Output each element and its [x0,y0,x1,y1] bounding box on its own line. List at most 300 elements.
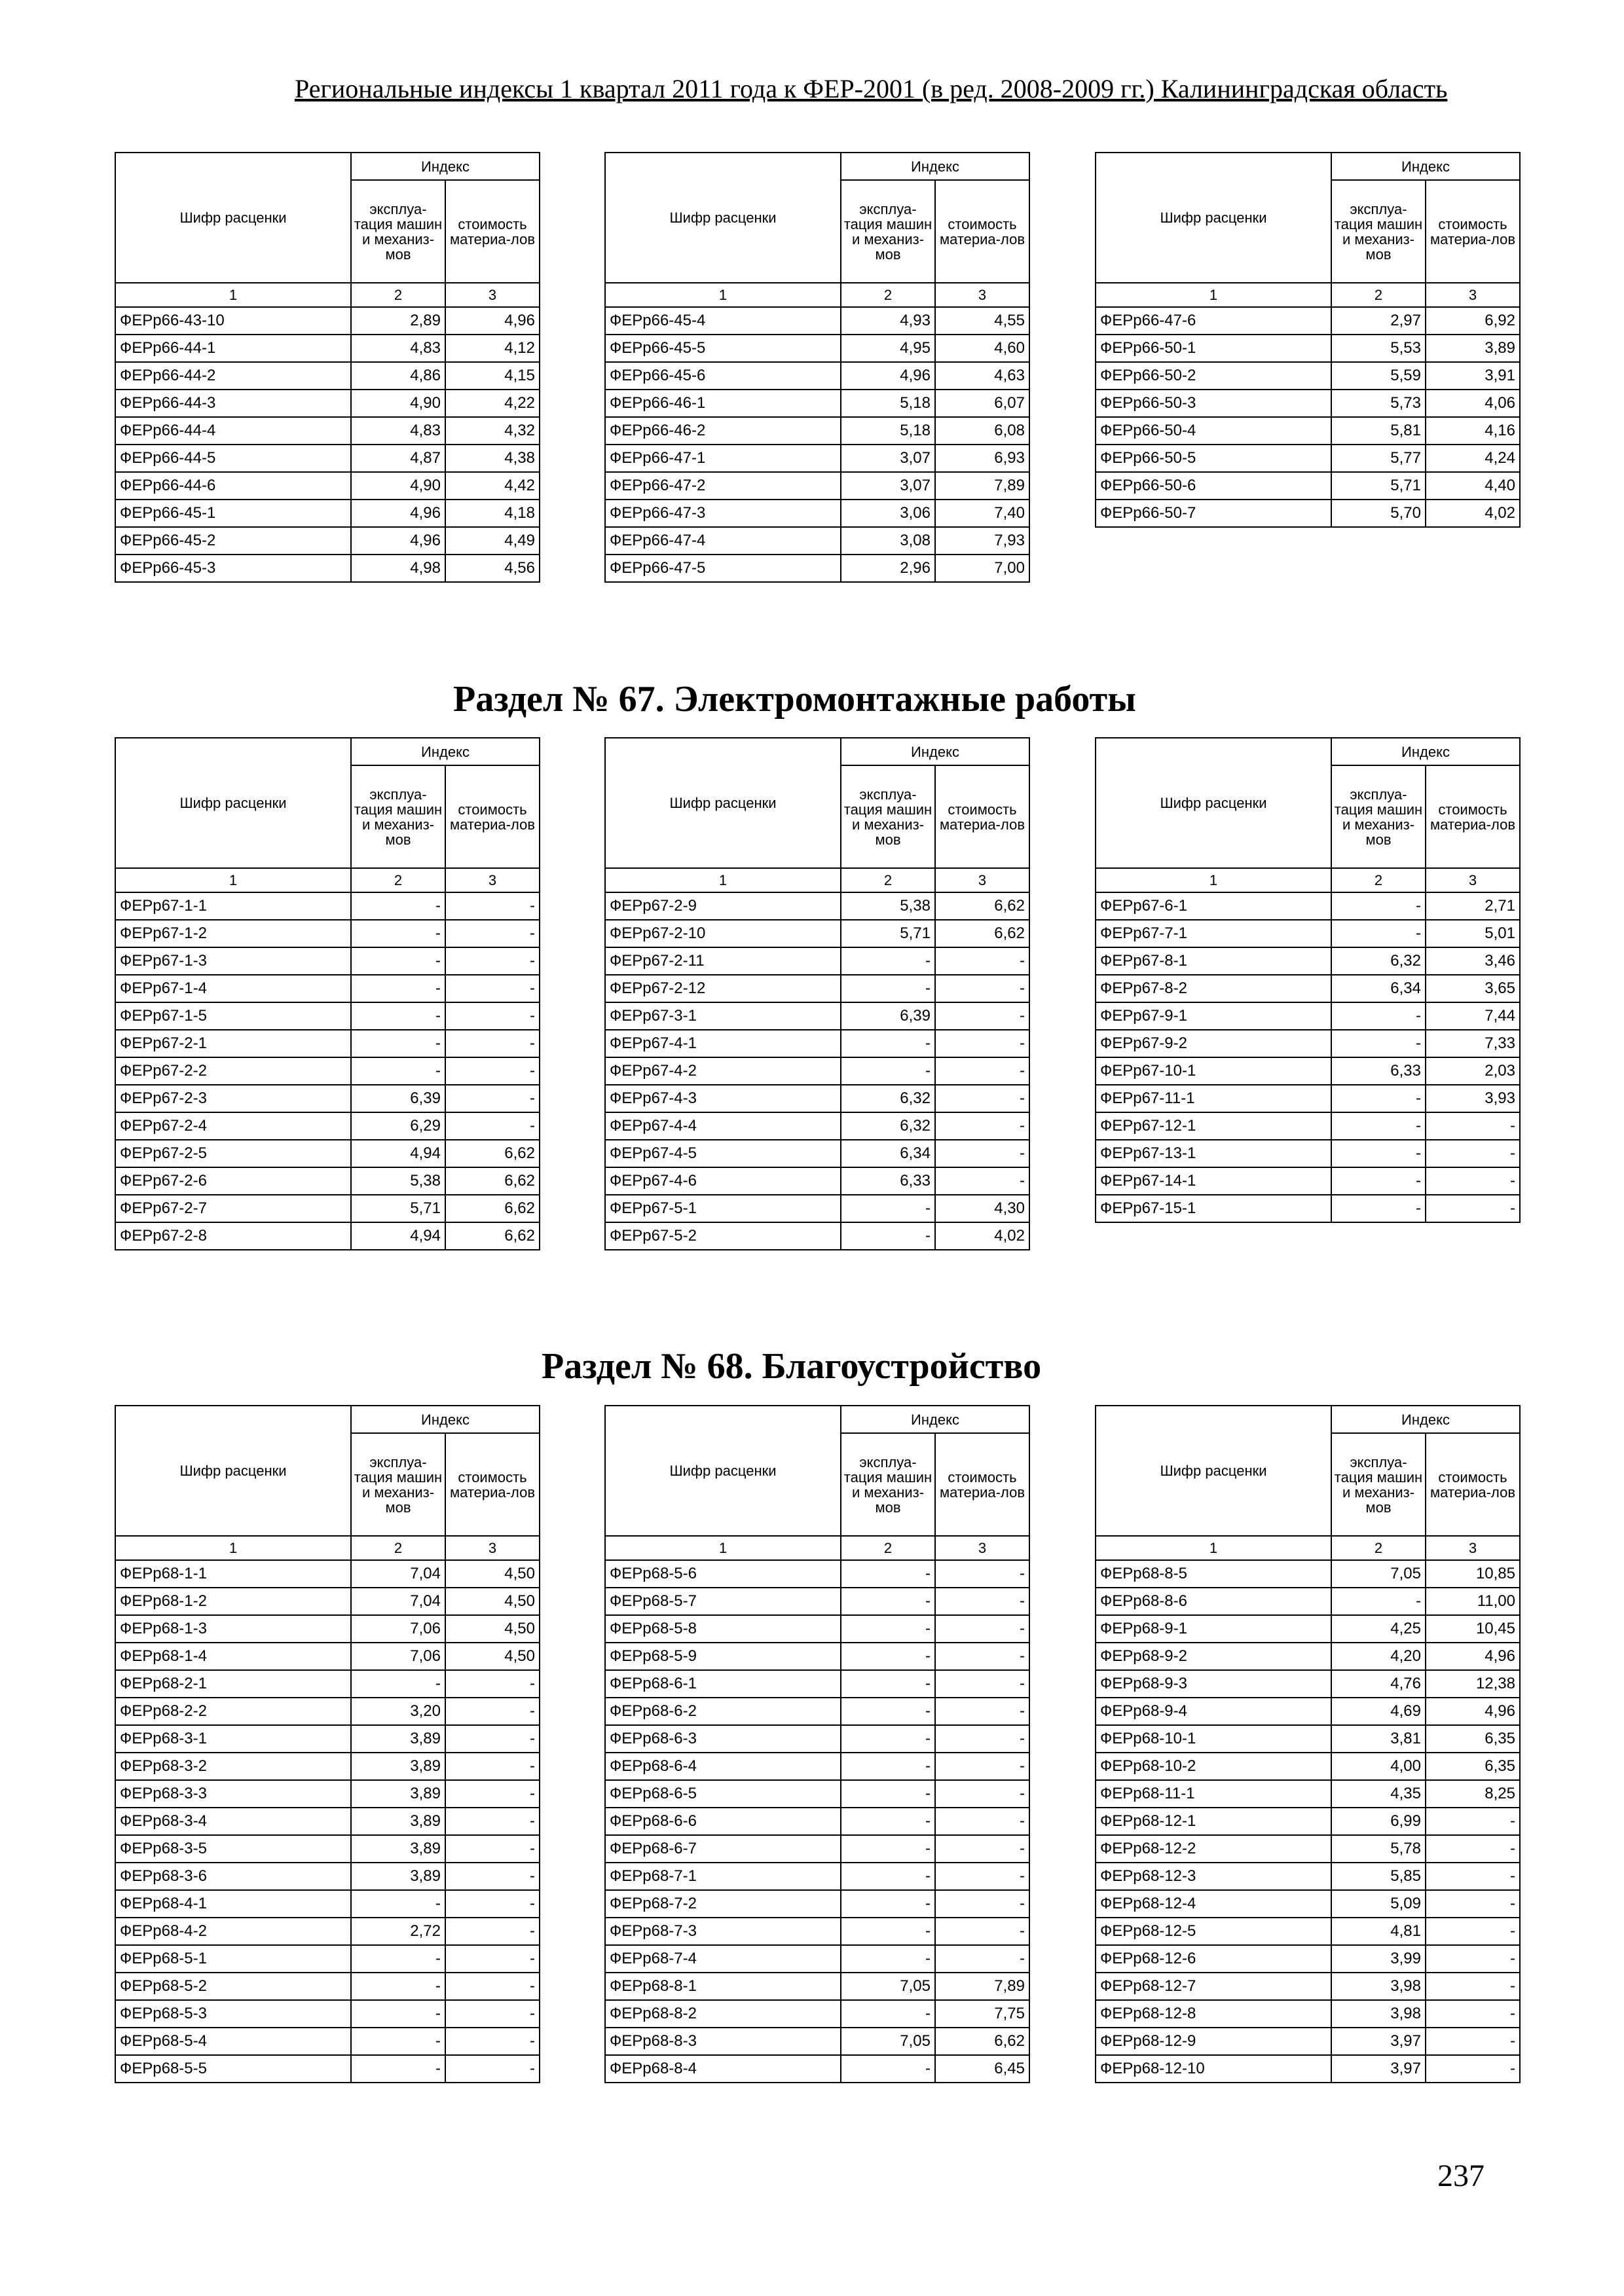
rate-code-cell: ФЕРр66-50-5 [1096,445,1331,472]
rate-code-cell: ФЕРр68-3-2 [115,1753,351,1780]
materials-index-cell: 7,93 [935,527,1029,555]
code-column-header: Шифр расценки [115,153,351,283]
machines-index-cell: 4,93 [841,307,935,335]
page-number: 237 [1437,2159,1485,2193]
materials-index-cell: 7,89 [935,472,1029,500]
materials-index-cell: - [935,1863,1029,1890]
table-row [1096,362,1520,390]
rate-code-cell: ФЕРр66-45-4 [605,307,841,335]
rate-code-cell: ФЕРр68-5-8 [605,1615,841,1643]
materials-index-cell: 2,71 [1426,892,1520,920]
table-row [115,1808,540,1835]
machines-index-cell: 4,35 [1331,1780,1426,1808]
materials-index-cell: 4,50 [445,1560,540,1588]
rate-code-cell: ФЕРр68-8-3 [605,2028,841,2055]
table-row [605,1222,1029,1250]
table-row [605,1560,1029,1588]
table-row [605,1863,1029,1890]
machines-index-cell: - [841,1918,935,1945]
table-row [115,2000,540,2028]
machines-index-cell: 5,77 [1331,445,1426,472]
machines-index-cell: 5,09 [1331,1890,1426,1918]
table-row [115,1890,540,1918]
machines-index-cell: - [351,2028,445,2055]
rate-code-cell: ФЕРр68-10-2 [1096,1753,1331,1780]
materials-index-cell: - [445,975,540,1002]
machines-index-cell: 2,96 [841,555,935,582]
column-number-2: 2 [351,283,445,307]
machines-index-cell: - [1331,1140,1426,1167]
machines-index-cell: 6,32 [1331,947,1426,975]
machines-index-cell: - [841,1890,935,1918]
machines-index-cell: 4,20 [1331,1643,1426,1670]
machines-index-cell: 5,53 [1331,335,1426,362]
materials-index-cell: 6,62 [445,1167,540,1195]
machines-index-cell: 5,70 [1331,500,1426,527]
machines-index-cell: - [1331,1195,1426,1222]
materials-index-cell: 2,03 [1426,1057,1520,1085]
rate-code-cell: ФЕРр68-12-6 [1096,1945,1331,1973]
rate-code-cell: ФЕРр68-6-6 [605,1808,841,1835]
machines-index-cell: - [841,1588,935,1615]
machines-index-cell: 4,86 [351,362,445,390]
rate-code-cell: ФЕРр67-6-1 [1096,892,1331,920]
rate-code-cell: ФЕРр68-10-1 [1096,1725,1331,1753]
materials-index-cell: - [935,1890,1029,1918]
materials-index-cell: 4,63 [935,362,1029,390]
machines-index-cell: 6,29 [351,1112,445,1140]
table-row [605,1085,1029,1112]
materials-index-cell: 4,42 [445,472,540,500]
materials-index-cell: - [1426,1808,1520,1835]
table-row [1096,390,1520,417]
code-column-header: Шифр расценки [1096,153,1331,283]
rate-code-cell: ФЕРр68-3-6 [115,1863,351,1890]
table-row [605,1112,1029,1140]
rate-code-cell: ФЕРр67-3-1 [605,1002,841,1030]
table-row [115,307,540,335]
rate-code-cell: ФЕРр67-9-2 [1096,1030,1331,1057]
code-column-header: Шифр расценки [1096,1406,1331,1536]
table-row [115,920,540,947]
column-number-2: 2 [841,868,935,892]
materials-index-cell: - [935,1140,1029,1167]
table-row [1096,307,1520,335]
rate-code-cell: ФЕРр68-1-1 [115,1560,351,1588]
machines-index-cell: 3,89 [351,1808,445,1835]
rate-code-cell: ФЕРр66-45-6 [605,362,841,390]
index-column-header: Индекс [351,1406,540,1433]
index-column-header: Индекс [1331,738,1520,765]
rate-code-cell: ФЕРр66-47-4 [605,527,841,555]
materials-index-cell: - [935,1808,1029,1835]
materials-index-cell: 4,02 [935,1222,1029,1250]
column-number-1: 1 [1096,1536,1331,1560]
materials-index-cell: 4,49 [445,527,540,555]
table-row [1096,472,1520,500]
table-row [1096,335,1520,362]
machines-index-cell: - [351,2000,445,2028]
materials-index-cell: - [445,1670,540,1698]
column-number-3: 3 [445,283,540,307]
rate-code-cell: ФЕРр68-3-3 [115,1780,351,1808]
rate-code-cell: ФЕРр67-2-10 [605,920,841,947]
materials-index-cell: 10,85 [1426,1560,1520,1588]
machines-index-cell: 3,98 [1331,1973,1426,2000]
table-row [1096,1030,1520,1057]
materials-index-cell: - [1426,1973,1520,2000]
rate-code-cell: ФЕРр66-44-2 [115,362,351,390]
table-row [1096,1945,1520,1973]
materials-index-cell: 4,30 [935,1195,1029,1222]
machines-index-cell: - [841,1780,935,1808]
table-row [115,1167,540,1195]
machines-index-cell: 3,97 [1331,2028,1426,2055]
materials-index-cell: 7,44 [1426,1002,1520,1030]
materials-column-header: стоимость материа-лов [1426,180,1520,283]
table-row [115,1588,540,1615]
materials-index-cell: 6,62 [445,1140,540,1167]
machines-index-cell: 3,20 [351,1698,445,1725]
materials-index-cell: 4,96 [1426,1698,1520,1725]
table-row [115,472,540,500]
section-67-title: Раздел № 67. Электромонтажные работы [453,679,1136,720]
table-row [1096,1725,1520,1753]
table-row [115,1780,540,1808]
machines-index-cell: - [841,1808,935,1835]
materials-index-cell: 4,55 [935,307,1029,335]
table-row [115,975,540,1002]
materials-index-cell: - [1426,1863,1520,1890]
machines-index-cell: - [1331,920,1426,947]
materials-index-cell: 7,40 [935,500,1029,527]
materials-index-cell: - [1426,1140,1520,1167]
table-row [115,1725,540,1753]
table-row [605,1780,1029,1808]
rate-code-cell: ФЕРр66-45-1 [115,500,351,527]
table-row [605,1002,1029,1030]
index-table-68-part1 [115,1405,540,2083]
materials-index-cell: 6,62 [935,920,1029,947]
table-row [115,1140,540,1167]
machines-index-cell: 5,18 [841,417,935,445]
machines-index-cell: - [351,975,445,1002]
table-row [115,527,540,555]
machines-index-cell: - [841,1945,935,1973]
machines-index-cell: - [351,1670,445,1698]
rate-code-cell: ФЕРр67-4-4 [605,1112,841,1140]
table-row [1096,1835,1520,1863]
table-row [115,1112,540,1140]
machines-index-cell: - [351,1030,445,1057]
machines-index-cell: 3,89 [351,1835,445,1863]
materials-index-cell: - [1426,1890,1520,1918]
machines-index-cell: 3,89 [351,1863,445,1890]
machines-column-header: эксплуа-тация машин и механиз-мов [841,180,935,283]
machines-index-cell: - [351,947,445,975]
materials-index-cell: - [445,1780,540,1808]
section-68-title: Раздел № 68. Благоустройство [542,1346,1042,1387]
table-row [605,1615,1029,1643]
rate-code-cell: ФЕРр67-4-2 [605,1057,841,1085]
rate-code-cell: ФЕРр66-50-3 [1096,390,1331,417]
rate-code-cell: ФЕРр68-9-3 [1096,1670,1331,1698]
materials-index-cell: - [935,1698,1029,1725]
rate-code-cell: ФЕРр68-12-3 [1096,1863,1331,1890]
rate-code-cell: ФЕРр68-9-1 [1096,1615,1331,1643]
materials-index-cell: - [935,1670,1029,1698]
materials-index-cell: 7,33 [1426,1030,1520,1057]
rate-code-cell: ФЕРр68-5-2 [115,1973,351,2000]
machines-index-cell: - [351,1973,445,2000]
materials-index-cell: - [935,1002,1029,1030]
table-row [1096,1112,1520,1140]
code-column-header: Шифр расценки [605,153,841,283]
materials-index-cell: - [935,1085,1029,1112]
table-row [115,1835,540,1863]
rate-code-cell: ФЕРр68-3-4 [115,1808,351,1835]
materials-index-cell: - [1426,2000,1520,2028]
materials-column-header: стоимость материа-лов [1426,765,1520,868]
rate-code-cell: ФЕРр66-47-5 [605,555,841,582]
rate-code-cell: ФЕРр66-47-2 [605,472,841,500]
machines-index-cell: 5,71 [351,1195,445,1222]
rate-code-cell: ФЕРр67-1-1 [115,892,351,920]
materials-column-header: стоимость материа-лов [445,1433,540,1536]
column-number-1: 1 [115,1536,351,1560]
rate-code-cell: ФЕРр66-50-6 [1096,472,1331,500]
materials-index-cell: 4,18 [445,500,540,527]
machines-index-cell: 4,81 [1331,1918,1426,1945]
machines-index-cell: 7,06 [351,1615,445,1643]
table-row [1096,1670,1520,1698]
rate-code-cell: ФЕРр68-1-3 [115,1615,351,1643]
index-table-67-part2 [604,737,1030,1250]
table-row [1096,1643,1520,1670]
machines-index-cell: 4,94 [351,1140,445,1167]
machines-index-cell: 5,78 [1331,1835,1426,1863]
machines-column-header: эксплуа-тация машин и механиз-мов [1331,1433,1426,1536]
rate-code-cell: ФЕРр67-15-1 [1096,1195,1331,1222]
materials-index-cell: - [445,892,540,920]
materials-index-cell: - [445,1890,540,1918]
rate-code-cell: ФЕРр67-1-3 [115,947,351,975]
rate-code-cell: ФЕРр67-2-8 [115,1222,351,1250]
materials-index-cell: - [935,1560,1029,1588]
materials-index-cell: 3,89 [1426,335,1520,362]
rate-code-cell: ФЕРр66-50-4 [1096,417,1331,445]
index-column-header: Индекс [1331,1406,1520,1433]
table-row [1096,2055,1520,2083]
table-row [115,1753,540,1780]
materials-index-cell: 4,24 [1426,445,1520,472]
table-row [605,1890,1029,1918]
machines-index-cell: 4,98 [351,555,445,582]
rate-code-cell: ФЕРр66-44-3 [115,390,351,417]
rate-code-cell: ФЕРр66-45-3 [115,555,351,582]
table-row [115,1085,540,1112]
materials-index-cell: 3,91 [1426,362,1520,390]
machines-index-cell: - [841,1030,935,1057]
table-row [1096,1057,1520,1085]
rate-code-cell: ФЕРр67-4-1 [605,1030,841,1057]
machines-index-cell: - [841,1835,935,1863]
machines-index-cell: 4,96 [351,527,445,555]
materials-index-cell: - [445,2028,540,2055]
machines-index-cell: 3,08 [841,527,935,555]
machines-index-cell: 5,73 [1331,390,1426,417]
machines-index-cell: 4,95 [841,335,935,362]
index-column-header: Индекс [1331,153,1520,180]
table-row [605,1195,1029,1222]
materials-index-cell: 4,02 [1426,500,1520,527]
rate-code-cell: ФЕРр67-1-4 [115,975,351,1002]
column-number-2: 2 [1331,1536,1426,1560]
machines-column-header: эксплуа-тация машин и механиз-мов [1331,765,1426,868]
code-column-header: Шифр расценки [605,738,841,868]
column-number-2: 2 [351,868,445,892]
rate-code-cell: ФЕРр67-2-7 [115,1195,351,1222]
machines-index-cell: 4,87 [351,445,445,472]
rate-code-cell: ФЕРр67-5-1 [605,1195,841,1222]
table-row [1096,2000,1520,2028]
machines-index-cell: 5,38 [351,1167,445,1195]
machines-index-cell: 5,71 [1331,472,1426,500]
table-row [115,1030,540,1057]
column-number-1: 1 [1096,283,1331,307]
rate-code-cell: ФЕРр68-1-4 [115,1643,351,1670]
rate-code-cell: ФЕРр68-6-5 [605,1780,841,1808]
materials-index-cell: - [445,1918,540,1945]
rate-code-cell: ФЕРр66-45-5 [605,335,841,362]
table-row [115,1698,540,1725]
table-row [115,390,540,417]
table-row [115,1057,540,1085]
rate-code-cell: ФЕРр67-12-1 [1096,1112,1331,1140]
materials-index-cell: 6,07 [935,390,1029,417]
rate-code-cell: ФЕРр68-8-4 [605,2055,841,2083]
rate-code-cell: ФЕРр68-3-5 [115,1835,351,1863]
materials-index-cell: - [445,1973,540,2000]
machines-index-cell: - [1331,1002,1426,1030]
rate-code-cell: ФЕРр68-12-8 [1096,2000,1331,2028]
table-row [605,1835,1029,1863]
rate-code-cell: ФЕРр66-50-1 [1096,335,1331,362]
rate-code-cell: ФЕРр67-1-5 [115,1002,351,1030]
table-row [605,1725,1029,1753]
materials-index-cell: 6,62 [935,892,1029,920]
column-number-1: 1 [605,1536,841,1560]
materials-index-cell: 4,32 [445,417,540,445]
table-row [1096,1973,1520,2000]
rate-code-cell: ФЕРр67-2-5 [115,1140,351,1167]
materials-index-cell: - [935,1725,1029,1753]
materials-index-cell: 11,00 [1426,1588,1520,1615]
materials-index-cell: 4,60 [935,335,1029,362]
rate-code-cell: ФЕРр68-5-1 [115,1945,351,1973]
table-row [115,2028,540,2055]
table-row [1096,892,1520,920]
table-row [605,555,1029,582]
rate-code-cell: ФЕРр66-46-1 [605,390,841,417]
materials-index-cell: - [935,975,1029,1002]
machines-index-cell: 7,06 [351,1643,445,1670]
materials-index-cell: 4,16 [1426,417,1520,445]
machines-index-cell: - [841,1643,935,1670]
machines-column-header: эксплуа-тация машин и механиз-мов [1331,180,1426,283]
machines-index-cell: 3,89 [351,1753,445,1780]
table-row [605,1698,1029,1725]
rate-code-cell: ФЕРр68-12-10 [1096,2055,1331,2083]
table-row [115,555,540,582]
materials-index-cell: 7,89 [935,1973,1029,2000]
machines-index-cell: 4,00 [1331,1753,1426,1780]
rate-code-cell: ФЕРр67-4-3 [605,1085,841,1112]
rate-code-cell: ФЕРр68-4-2 [115,1918,351,1945]
machines-index-cell: - [351,1057,445,1085]
rate-code-cell: ФЕРр67-10-1 [1096,1057,1331,1085]
table-row [605,892,1029,920]
machines-index-cell: 6,32 [841,1085,935,1112]
materials-index-cell: - [935,1918,1029,1945]
rate-code-cell: ФЕРр67-2-12 [605,975,841,1002]
machines-index-cell: - [351,892,445,920]
materials-index-cell: - [935,1112,1029,1140]
materials-index-cell: 4,38 [445,445,540,472]
materials-index-cell: - [445,2055,540,2083]
materials-index-cell: - [445,1835,540,1863]
rate-code-cell: ФЕРр68-2-2 [115,1698,351,1725]
table-row [115,947,540,975]
machines-index-cell: 3,97 [1331,2055,1426,2083]
rate-code-cell: ФЕРр67-2-3 [115,1085,351,1112]
materials-index-cell: 4,12 [445,335,540,362]
materials-index-cell: 7,75 [935,2000,1029,2028]
materials-column-header: стоимость материа-лов [935,765,1029,868]
materials-index-cell: - [935,1835,1029,1863]
machines-index-cell: 6,34 [841,1140,935,1167]
table-row [605,1753,1029,1780]
column-number-2: 2 [1331,868,1426,892]
machines-index-cell: 4,69 [1331,1698,1426,1725]
materials-index-cell: - [935,1057,1029,1085]
rate-code-cell: ФЕРр67-2-9 [605,892,841,920]
materials-index-cell: 6,35 [1426,1725,1520,1753]
materials-index-cell: 6,93 [935,445,1029,472]
machines-index-cell: 4,83 [351,335,445,362]
column-number-1: 1 [115,868,351,892]
table-row [605,2055,1029,2083]
machines-index-cell: 6,33 [1331,1057,1426,1085]
rate-code-cell: ФЕРр68-9-4 [1096,1698,1331,1725]
rate-code-cell: ФЕРр67-5-2 [605,1222,841,1250]
rate-code-cell: ФЕРр67-4-5 [605,1140,841,1167]
materials-column-header: стоимость материа-лов [1426,1433,1520,1536]
rate-code-cell: ФЕРр67-14-1 [1096,1167,1331,1195]
materials-index-cell: - [445,2000,540,2028]
rate-code-cell: ФЕРр66-43-10 [115,307,351,335]
rate-code-cell: ФЕРр67-8-2 [1096,975,1331,1002]
table-row [605,1973,1029,2000]
materials-index-cell: 6,35 [1426,1753,1520,1780]
index-table-66-part1 [115,152,540,583]
rate-code-cell: ФЕРр67-1-2 [115,920,351,947]
machines-index-cell: - [1331,1588,1426,1615]
table-row [605,1670,1029,1698]
table-row [115,417,540,445]
machines-column-header: эксплуа-тация машин и механиз-мов [351,765,445,868]
table-row [605,445,1029,472]
